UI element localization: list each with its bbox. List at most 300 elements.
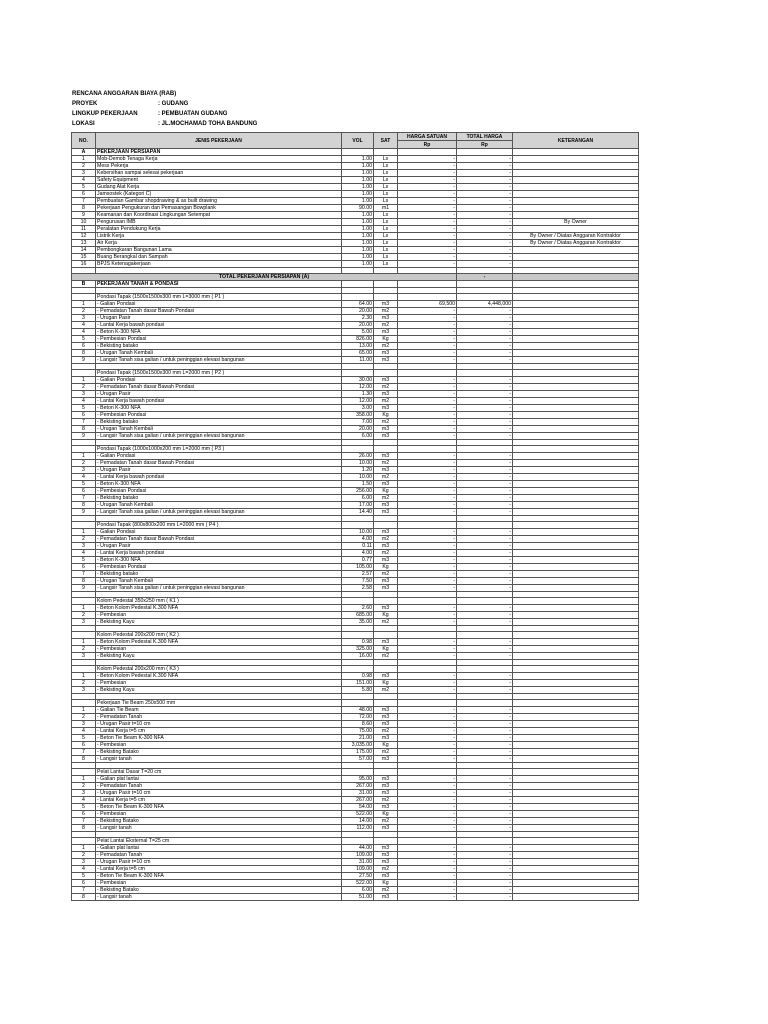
- table-row: [72, 612, 639, 619]
- cell-jenis-pekerjaan: - Pembesian Pondasi: [96, 564, 342, 571]
- cell-keterangan: [513, 198, 639, 205]
- cell-harga-satuan: -: [398, 350, 457, 357]
- cell-vol: 14.00: [342, 818, 374, 825]
- cell-jenis-pekerjaan: - Urugan Pasir: [96, 315, 342, 322]
- cell-harga-satuan: 69,500: [398, 301, 457, 308]
- cell-harga-satuan: -: [398, 170, 457, 177]
- cell-keterangan: [513, 336, 639, 343]
- cell-keterangan: [513, 790, 639, 797]
- cell-total-harga: -: [457, 818, 513, 825]
- cell-harga-satuan: -: [398, 578, 457, 585]
- cell-total-harga: [457, 598, 513, 605]
- cell-harga-satuan: [398, 666, 457, 673]
- table-row: [72, 301, 639, 308]
- header-rp-total: Rp: [457, 141, 513, 149]
- cell-jenis-pekerjaan: - Bekisting batako: [96, 571, 342, 578]
- cell-total-harga: -: [457, 350, 513, 357]
- cell-sat: Ls: [374, 226, 398, 233]
- cell-vol: 14.40: [342, 509, 374, 516]
- cell-sat: m2: [374, 398, 398, 405]
- cell-jenis-pekerjaan: Kolom Pedestal 350x250 mm ( K1 ): [96, 598, 342, 605]
- table-row: [72, 336, 639, 343]
- cell-vol: 10.00: [342, 529, 374, 536]
- cell-harga-satuan: -: [398, 240, 457, 247]
- cell-total-harga: -: [457, 509, 513, 516]
- cell-vol: [342, 838, 374, 845]
- cell-harga-satuan: -: [398, 322, 457, 329]
- cell-harga-satuan: -: [398, 308, 457, 315]
- cell-harga-satuan: -: [398, 873, 457, 880]
- cell-vol: 3.00: [342, 405, 374, 412]
- cell-harga-satuan: -: [398, 557, 457, 564]
- table-row: [72, 198, 639, 205]
- cell-total-harga: -: [457, 866, 513, 873]
- cell-sat: m3: [374, 776, 398, 783]
- cell-total-harga: [457, 632, 513, 639]
- cell-harga-satuan: -: [398, 177, 457, 184]
- cell-harga-satuan: -: [398, 219, 457, 226]
- cell-no: 14: [72, 247, 96, 254]
- cell-total-harga: -: [457, 564, 513, 571]
- cell-harga-satuan: -: [398, 866, 457, 873]
- cell-jenis-pekerjaan: - Beton K-300 NFA: [96, 481, 342, 488]
- cell-harga-satuan: -: [398, 377, 457, 384]
- cell-total-harga: -: [457, 776, 513, 783]
- cell-sat: m2: [374, 749, 398, 756]
- cell-sat: m2: [374, 384, 398, 391]
- cell-no: 2: [72, 536, 96, 543]
- cell-keterangan: [513, 536, 639, 543]
- cell-total-harga: -: [457, 419, 513, 426]
- cell-harga-satuan: -: [398, 226, 457, 233]
- cell-harga-satuan: -: [398, 481, 457, 488]
- cell-vol: 4.00: [342, 536, 374, 543]
- cell-jenis-pekerjaan: - Pembesian: [96, 612, 342, 619]
- cell-harga-satuan: -: [398, 859, 457, 866]
- cell-keterangan: [513, 426, 639, 433]
- cell-sat: m3: [374, 585, 398, 592]
- cell-keterangan: [513, 749, 639, 756]
- cell-keterangan: [513, 294, 639, 301]
- cell-vol: 5.80: [342, 687, 374, 694]
- cell-vol: 12.00: [342, 384, 374, 391]
- cell-jenis-pekerjaan: - Beton Tie Beam K-300 NFA: [96, 873, 342, 880]
- cell-vol: 105.00: [342, 564, 374, 571]
- cell-jenis-pekerjaan: - Langsir tanah: [96, 894, 342, 901]
- cell-harga-satuan: -: [398, 474, 457, 481]
- cell-total-harga: -: [457, 226, 513, 233]
- cell-vol: 1.00: [342, 240, 374, 247]
- cell-sat: m2: [374, 495, 398, 502]
- cell-harga-satuan: -: [398, 550, 457, 557]
- table-row: [72, 233, 639, 240]
- cell-keterangan: [513, 322, 639, 329]
- cell-sat: m3: [374, 453, 398, 460]
- table-row: [72, 728, 639, 735]
- cell-vol: [342, 281, 374, 288]
- cell-total-harga: -: [457, 707, 513, 714]
- cell-keterangan: [513, 149, 639, 156]
- cell-vol: 0.77: [342, 557, 374, 564]
- cell-vol: 1.00: [342, 191, 374, 198]
- cell-sat: m2: [374, 474, 398, 481]
- cell-sat: Ls: [374, 240, 398, 247]
- cell-total-harga: -: [457, 653, 513, 660]
- cell-harga-satuan: -: [398, 776, 457, 783]
- table-row: [72, 357, 639, 364]
- cell-total-harga: -: [457, 329, 513, 336]
- cell-harga-satuan: [398, 294, 457, 301]
- cell-no: 4: [72, 550, 96, 557]
- cell-vol: 20.00: [342, 322, 374, 329]
- cell-sat: [374, 769, 398, 776]
- cell-total-harga: -: [457, 852, 513, 859]
- cell-jenis-pekerjaan: - Bekisting Kayu: [96, 687, 342, 694]
- cell-no: 5: [72, 804, 96, 811]
- cell-sat: [374, 632, 398, 639]
- cell-total-harga: -: [457, 184, 513, 191]
- table-body: [72, 149, 639, 901]
- cell-vol: 325.00: [342, 646, 374, 653]
- cell-keterangan: [513, 776, 639, 783]
- table-row: [72, 184, 639, 191]
- cell-vol: [342, 666, 374, 673]
- table-row: [72, 226, 639, 233]
- cell-sat: Ls: [374, 184, 398, 191]
- table-row: [72, 529, 639, 536]
- cell-no: 7: [72, 198, 96, 205]
- cell-keterangan: [513, 818, 639, 825]
- cell-vol: 6.00: [342, 887, 374, 894]
- cell-sat: m3: [374, 894, 398, 901]
- cell-keterangan: [513, 350, 639, 357]
- cell-no: 6: [72, 191, 96, 198]
- cell-no: 8: [72, 825, 96, 832]
- cell-no: [72, 700, 96, 707]
- cell-harga-satuan: [398, 838, 457, 845]
- table-row: [72, 156, 639, 163]
- cell-sat: [374, 838, 398, 845]
- cell-total-harga: -: [457, 460, 513, 467]
- table-row: [72, 474, 639, 481]
- table-row: [72, 673, 639, 680]
- cell-harga-satuan: -: [398, 749, 457, 756]
- cell-vol: 57.00: [342, 756, 374, 763]
- cell-sat: m2: [374, 866, 398, 873]
- cell-no: 4: [72, 177, 96, 184]
- cell-sat: [374, 522, 398, 529]
- cell-sat: Ls: [374, 163, 398, 170]
- cell-harga-satuan: [398, 370, 457, 377]
- cell-vol: 1.30: [342, 391, 374, 398]
- cell-vol: 51.00: [342, 894, 374, 901]
- cell-jenis-pekerjaan: - Lantai Kerja bawah pondasi: [96, 474, 342, 481]
- cell-keterangan: [513, 838, 639, 845]
- table-row: [72, 859, 639, 866]
- cell-total-harga: -: [457, 529, 513, 536]
- cell-vol: 1.20: [342, 467, 374, 474]
- cell-harga-satuan: -: [398, 398, 457, 405]
- cell-harga-satuan: -: [398, 336, 457, 343]
- cell-no: 9: [72, 212, 96, 219]
- cell-no: 1: [72, 453, 96, 460]
- table-row: [72, 852, 639, 859]
- table-row: [72, 742, 639, 749]
- cell-no: 8: [72, 205, 96, 212]
- cell-jenis-pekerjaan: Pelat Lantai Eksternal T=25 cm: [96, 838, 342, 845]
- cell-keterangan: [513, 509, 639, 516]
- cell-keterangan: [513, 398, 639, 405]
- cell-no: 8: [72, 426, 96, 433]
- cell-no: 1: [72, 377, 96, 384]
- cell-harga-satuan: -: [398, 605, 457, 612]
- cell-no: [72, 838, 96, 845]
- cell-vol: 31.00: [342, 859, 374, 866]
- cell-keterangan: [513, 170, 639, 177]
- cell-no: 5: [72, 735, 96, 742]
- cell-keterangan: [513, 261, 639, 268]
- cell-vol: 109.00: [342, 852, 374, 859]
- meta-value: : JL.MOCHAMAD TOHA BANDUNG: [158, 121, 258, 127]
- cell-total-harga: -: [457, 336, 513, 343]
- cell-keterangan: [513, 212, 639, 219]
- cell-total-harga: -: [457, 453, 513, 460]
- cell-vol: [342, 294, 374, 301]
- cell-keterangan: [513, 646, 639, 653]
- cell-jenis-pekerjaan: - Urugan Pasir t=10 cm: [96, 790, 342, 797]
- cell-jenis-pekerjaan: Mob-Demob Tenaga Kerja: [96, 156, 342, 163]
- cell-no: 1: [72, 639, 96, 646]
- cell-keterangan: [513, 859, 639, 866]
- cell-vol: 1.00: [342, 254, 374, 261]
- cell-total-harga: [457, 446, 513, 453]
- cell-harga-satuan: [398, 281, 457, 288]
- cell-total-harga: -: [457, 488, 513, 495]
- cell-total-harga: -: [457, 308, 513, 315]
- cell-jenis-pekerjaan: - Bekisting batako: [96, 419, 342, 426]
- cell-harga-satuan: -: [398, 571, 457, 578]
- cell-sat: Ls: [374, 247, 398, 254]
- cell-no: 3: [72, 721, 96, 728]
- cell-total-harga: -: [457, 177, 513, 184]
- cell-harga-satuan: -: [398, 488, 457, 495]
- cell-no: 1: [72, 605, 96, 612]
- cell-keterangan: [513, 756, 639, 763]
- cell-vol: 522.00: [342, 880, 374, 887]
- cell-total-harga: -: [457, 247, 513, 254]
- cell-vol: 35.00: [342, 619, 374, 626]
- cell-harga-satuan: [398, 149, 457, 156]
- cell-sat: m3: [374, 301, 398, 308]
- cell-sat: m3: [374, 315, 398, 322]
- table-row: [72, 163, 639, 170]
- cell-vol: 2.58: [342, 585, 374, 592]
- cell-vol: 685.00: [342, 612, 374, 619]
- table-row: [72, 384, 639, 391]
- cell-sat: Kg: [374, 612, 398, 619]
- cell-keterangan: [513, 873, 639, 880]
- cell-jenis-pekerjaan: Pengurusan IMB: [96, 219, 342, 226]
- cell-harga-satuan: -: [398, 467, 457, 474]
- cell-no: 5: [72, 557, 96, 564]
- cell-total-harga: -: [457, 198, 513, 205]
- cell-jenis-pekerjaan: - Urugan Pasir: [96, 543, 342, 550]
- cell-total-harga: [457, 700, 513, 707]
- cell-vol: 6.00: [342, 433, 374, 440]
- cell-vol: 64.00: [342, 301, 374, 308]
- cell-jenis-pekerjaan: Pondasi Tapak (1500x1500x300 mm L=2000 mm ( P2 ): [96, 370, 342, 377]
- section-row: [72, 281, 639, 288]
- cell-total-harga: -: [457, 467, 513, 474]
- table-row: [72, 481, 639, 488]
- cell-harga-satuan: -: [398, 845, 457, 852]
- table-row: [72, 343, 639, 350]
- cell-keterangan: [513, 281, 639, 288]
- cell-sat: Ls: [374, 177, 398, 184]
- cell-keterangan: By Owner / Diatas Anggaran Kontraktor: [513, 240, 639, 247]
- cell-vol: 826.00: [342, 336, 374, 343]
- cell-total-harga: -: [457, 543, 513, 550]
- cell-vol: [342, 522, 374, 529]
- cell-harga-satuan: -: [398, 426, 457, 433]
- cell-total-harga: -: [457, 536, 513, 543]
- cell-harga-satuan: -: [398, 233, 457, 240]
- cell-jenis-pekerjaan: - Beton Kolom Pedestal K.300 NFA: [96, 605, 342, 612]
- cell-harga-satuan: -: [398, 495, 457, 502]
- cell-total-harga: -: [457, 502, 513, 509]
- cell-harga-satuan: -: [398, 357, 457, 364]
- cell-keterangan: [513, 391, 639, 398]
- table-row: [72, 247, 639, 254]
- cell-keterangan: [513, 357, 639, 364]
- cell-harga-satuan: -: [398, 529, 457, 536]
- cell-harga-satuan: -: [398, 880, 457, 887]
- cell-no: A: [72, 149, 96, 156]
- cell-keterangan: [513, 550, 639, 557]
- cell-keterangan: [513, 707, 639, 714]
- cell-total-harga: -: [457, 170, 513, 177]
- cell-jenis-pekerjaan: - Bekisting batako: [96, 495, 342, 502]
- cell-no: 7: [72, 749, 96, 756]
- cell-no: 9: [72, 585, 96, 592]
- cell-jenis-pekerjaan: Kebersihan sampai selesai pekerjaan: [96, 170, 342, 177]
- table-row: [72, 557, 639, 564]
- cell-sat: m1: [374, 205, 398, 212]
- cell-harga-satuan: -: [398, 536, 457, 543]
- cell-sat: m3: [374, 543, 398, 550]
- cell-total-harga: -: [457, 240, 513, 247]
- cell-total-harga: -: [457, 825, 513, 832]
- table-row: [72, 721, 639, 728]
- cell-no: 4: [72, 866, 96, 873]
- cell-keterangan: [513, 226, 639, 233]
- total-value: -: [457, 274, 513, 281]
- cell-harga-satuan: -: [398, 790, 457, 797]
- cell-jenis-pekerjaan: - Beton K-300 NFA: [96, 557, 342, 564]
- cell-jenis-pekerjaan: - Beton K-300 NFA: [96, 329, 342, 336]
- cell-vol: 4.00: [342, 550, 374, 557]
- cell-harga-satuan: -: [398, 818, 457, 825]
- cell-keterangan: [513, 460, 639, 467]
- cell-jenis-pekerjaan: Kolom Pedestal 200x200 mm ( K3 ): [96, 666, 342, 673]
- cell-jenis-pekerjaan: - Galian Pondasi: [96, 301, 342, 308]
- cell-no: [72, 522, 96, 529]
- cell-jenis-pekerjaan: Keamanan dan Koordinasi Lingkungan Setempat: [96, 212, 342, 219]
- cell-harga-satuan: -: [398, 212, 457, 219]
- cell-sat: Ls: [374, 191, 398, 198]
- cell-harga-satuan: -: [398, 261, 457, 268]
- cell-sat: m3: [374, 467, 398, 474]
- cell-vol: 1.00: [342, 170, 374, 177]
- cell-jenis-pekerjaan: - Bekisting Batako: [96, 749, 342, 756]
- cell-jenis-pekerjaan: - Urugan Pasir: [96, 391, 342, 398]
- table-row: [72, 350, 639, 357]
- header-rp-satuan: Rp: [398, 141, 457, 149]
- table-row: [72, 564, 639, 571]
- cell-jenis-pekerjaan: Pekerjaan Pengukuran dan Pemasangan Bowplank: [96, 205, 342, 212]
- cell-sat: m2: [374, 797, 398, 804]
- cell-no: 2: [72, 384, 96, 391]
- cell-vol: 30.00: [342, 377, 374, 384]
- cell-sat: Ls: [374, 156, 398, 163]
- cell-vol: 256.00: [342, 488, 374, 495]
- cell-total-harga: -: [457, 254, 513, 261]
- cell-keterangan: [513, 446, 639, 453]
- cell-jenis-pekerjaan: - Langsir Tanah sisa galian / untuk peninggian elevasi bangunan: [96, 357, 342, 364]
- cell-vol: [342, 598, 374, 605]
- cell-total-harga: -: [457, 163, 513, 170]
- cell-jenis-pekerjaan: Gudang Alat Kerja: [96, 184, 342, 191]
- cell-sat: m3: [374, 350, 398, 357]
- cell-no: 3: [72, 170, 96, 177]
- cell-total-harga: -: [457, 233, 513, 240]
- cell-harga-satuan: -: [398, 811, 457, 818]
- group-title-row: [72, 598, 639, 605]
- cell-sat: m3: [374, 783, 398, 790]
- cell-no: [72, 446, 96, 453]
- cell-no: 9: [72, 509, 96, 516]
- cell-keterangan: [513, 301, 639, 308]
- group-title-row: [72, 294, 639, 301]
- group-title-row: [72, 632, 639, 639]
- cell-jenis-pekerjaan: - Pembesian: [96, 811, 342, 818]
- cell-keterangan: [513, 163, 639, 170]
- cell-no: 6: [72, 811, 96, 818]
- cell-no: 6: [72, 343, 96, 350]
- cell-no: 3: [72, 467, 96, 474]
- cell-sat: [374, 700, 398, 707]
- cell-jenis-pekerjaan: - Galian Pondasi: [96, 453, 342, 460]
- cell-keterangan: [513, 488, 639, 495]
- cell-vol: 10.00: [342, 460, 374, 467]
- section-row: [72, 149, 639, 156]
- cell-harga-satuan: -: [398, 156, 457, 163]
- cell-keterangan: [513, 529, 639, 536]
- cell-no: 10: [72, 219, 96, 226]
- cell-total-harga: -: [457, 205, 513, 212]
- cell-vol: 21.00: [342, 735, 374, 742]
- cell-vol: 8.60: [342, 721, 374, 728]
- cell-jenis-pekerjaan: - Urugan Tanah Kembali: [96, 578, 342, 585]
- table-row: [72, 170, 639, 177]
- cell-total-harga: -: [457, 714, 513, 721]
- table-row: [72, 887, 639, 894]
- cell-vol: 1.00: [342, 261, 374, 268]
- header-vol: VOL: [342, 133, 374, 149]
- cell-harga-satuan: -: [398, 585, 457, 592]
- table-row: [72, 619, 639, 626]
- cell-harga-satuan: -: [398, 384, 457, 391]
